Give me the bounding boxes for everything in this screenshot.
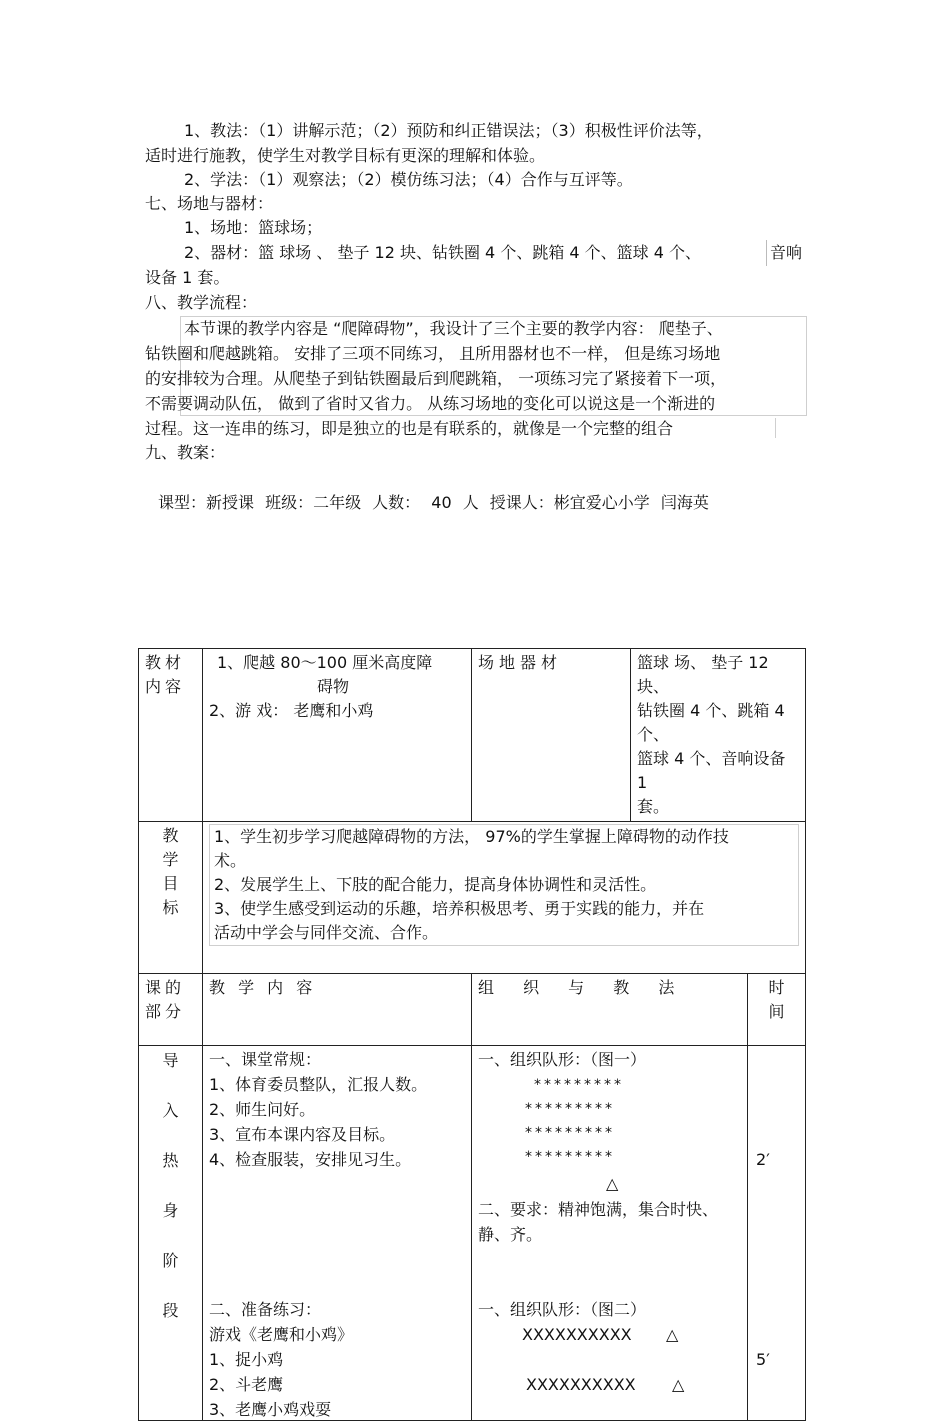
teaching-method-line-2: 适时进行施教，使学生对教学目标有更深的理解和体验。 [145,146,546,165]
venue-item-2: 钻铁圈 4 个、跳箱 4 个、 [637,701,785,744]
header-time-2: 间 [768,1002,785,1021]
flow-paragraph-line-4: 不需要调动队伍， 做到了省时又省力。 从练习场地的变化可以说这是一个渐进的 [145,394,716,413]
material-label-2: 内容 [145,677,186,696]
header-part-1: 课的 [145,978,186,997]
formation-2-triangle-icon-1: △ [666,1325,679,1344]
formation-2-heading: 一、组织队形：（图二） [478,1300,647,1319]
flow-paragraph-line-5: 过程。这一连串的练习，即是独立的也是有联系的，就像是一个完整的组合 [145,419,674,438]
material-label-cell [139,649,203,822]
warmup-item-2: 2、斗老鹰 [209,1375,284,1394]
warmup-game: 游戏《老鹰和小鸡》 [209,1325,354,1344]
formation-2-row-1: XXXXXXXXXX [522,1325,632,1344]
goals-frame [209,824,799,946]
venue-label-cell [472,649,631,822]
formation-row-2: ********* [525,1101,615,1117]
venue-label: 场地器材 [478,653,563,672]
formation-row-3: ********* [525,1125,615,1141]
time-routine: 2′ [756,1150,770,1169]
goals-label-cell [139,822,203,974]
routine-item-4: 4、检查服装，安排见习生。 [209,1150,412,1169]
goals-content-cell [203,822,806,974]
goal-1: 1、学生初步学习爬越障碍物的方法， 97%的学生掌握上障碍物的动作技 [214,827,729,846]
header-content-cell [203,974,472,1046]
warmup-content-cell [203,1046,472,1421]
material-item-1: 1、爬越 80～100 厘米高度障 [217,653,433,672]
warmup-part-cell [139,1046,203,1421]
goal-3-cont: 活动中学会与同伴交流、合作。 [214,923,439,942]
row-material [139,649,806,822]
warmup-part-char-4: 身 [162,1201,179,1220]
material-label-1: 教材 [145,653,186,672]
header-org: 组 织 与 教 法 [478,978,675,997]
goal-3: 3、使学生感受到运动的乐趣，培养积极思考、勇于实践的能力，并在 [214,899,705,918]
goals-label-char-1: 教 [162,826,179,845]
learning-method-line: 2、学法：（1）观察法；（2）模仿练习法；（4）合作与互评等。 [184,170,633,189]
row-header [139,974,806,1046]
goals-label-char-3: 目 [162,874,179,893]
section-8-heading: 八、教学流程： [145,293,258,312]
header-part-cell [139,974,203,1046]
requirement-line-1: 二、要求：精神饱满，集合时快、 [478,1200,719,1219]
flow-paragraph-mark [775,418,804,438]
formation-1-heading: 一、组织队形：（图一） [478,1050,647,1069]
lesson-meta-line: 课型：新授课 班级：二年级 人数： 40 人 授课人：彬宜爱心小学 闫海英 [158,493,709,512]
row-goals [139,822,806,974]
formation-row-1: ********* [534,1077,624,1093]
header-time-cell [748,974,806,1046]
material-item-2: 2、游 戏： 老鹰和小鸡 [209,701,374,720]
section-7-heading: 七、场地与器材： [145,194,274,213]
teaching-method-line: 1、教法：（1）讲解示范；（2）预防和纠正错误法；（3）积极性评价法等， [184,121,713,140]
goal-2: 2、发展学生上、下肢的配合能力，提高身体协调性和灵活性。 [214,875,657,894]
lesson-plan-table [138,648,806,1421]
row-warmup [139,1046,806,1421]
formation-row-4: ********* [525,1149,615,1165]
venue-item-3: 篮球 4 个、音响设备 1 [637,749,786,792]
goals-label-char-2: 学 [162,850,179,869]
flow-paragraph-line-3: 的安排较为合理。从爬垫子到钻铁圈最后到爬跳箱， 一项练习完了紧接着下一项， [145,369,727,388]
warmup-item-1: 1、捉小鸡 [209,1350,284,1369]
warmup-heading: 二、准备练习： [209,1300,322,1319]
formation-2-row-2: XXXXXXXXXX [526,1375,636,1394]
warmup-part-char-1: 导 [162,1051,179,1070]
goal-1-cont: 术。 [214,851,247,870]
flow-paragraph-line-1: 本节课的教学内容是 “爬障碍物”，我设计了三个主要的教学内容： 爬垫子、 [184,319,723,338]
venue-content-cell [631,649,806,822]
routine-item-1: 1、体育委员整队，汇报人数。 [209,1075,428,1094]
header-org-cell [472,974,748,1046]
venue-item-4: 套。 [637,797,670,816]
routine-heading: 一、课堂常规： [209,1050,322,1069]
warmup-org-cell [472,1046,748,1421]
section-9-heading: 九、教案： [145,443,226,462]
flow-paragraph-line-2: 钻铁圈和爬越跳箱。 安排了三项不同练习， 且所用器材也不一样， 但是练习场地 [145,344,721,363]
routine-item-3: 3、宣布本课内容及目标。 [209,1125,396,1144]
header-content: 教 学 内 容 [209,978,313,997]
material-item-1-cont: 碍物 [317,677,350,696]
requirement-line-2: 静、齐。 [478,1225,543,1244]
equipment-line: 2、器材：篮 球场 、 垫子 12 块、钻铁圈 4 个、跳箱 4 个、篮球 4 个、 [184,243,702,262]
warmup-part-char-6: 段 [162,1301,179,1320]
warmup-part-char-2: 入 [162,1101,179,1120]
header-part-2: 部分 [145,1002,186,1021]
formation-2-triangle-icon-2: △ [672,1375,685,1394]
goals-label-char-4: 标 [162,898,179,917]
venue-item-1: 篮球 场、 垫子 12 块、 [637,653,769,696]
warmup-part-char-3: 热 [162,1151,179,1170]
header-time-1: 时 [768,978,785,997]
warmup-item-3: 3、老鹰小鸡戏耍 [209,1400,332,1419]
teacher-triangle-icon: △ [606,1174,619,1193]
time-warmup: 5′ [756,1350,770,1369]
equipment-line-2: 设备 1 套。 [145,268,230,287]
equipment-line-end: 音响 [770,243,803,262]
warmup-part-char-5: 阶 [162,1251,179,1270]
venue-line: 1、场地：篮球场； [184,218,323,237]
routine-item-2: 2、师生问好。 [209,1100,316,1119]
material-content-cell [203,649,472,822]
warmup-time-cell [748,1046,806,1421]
